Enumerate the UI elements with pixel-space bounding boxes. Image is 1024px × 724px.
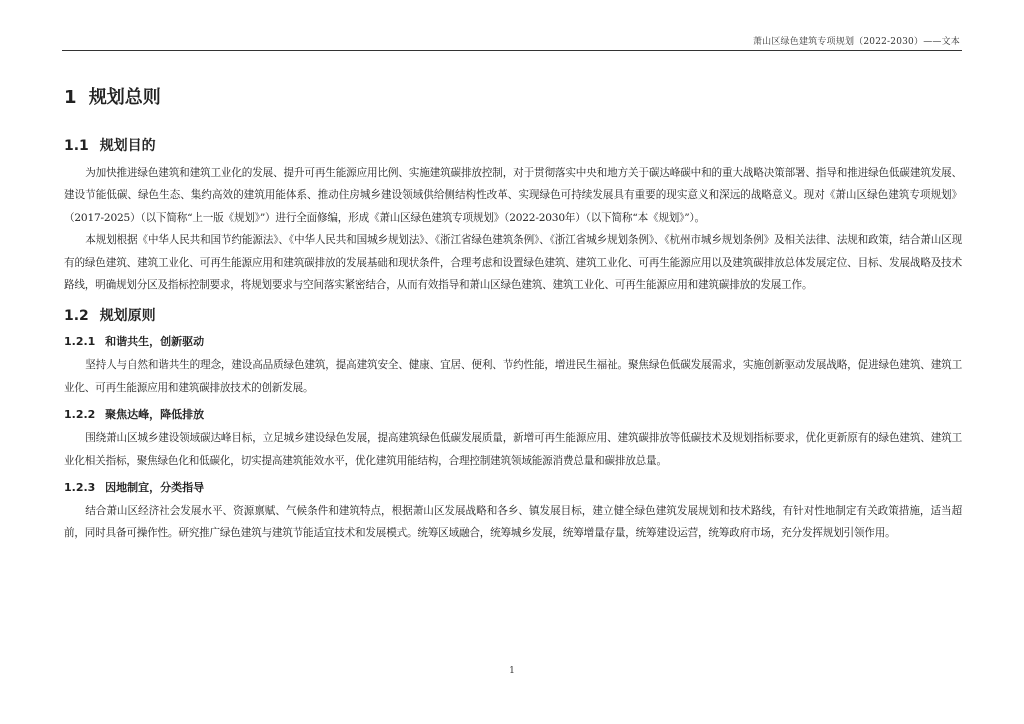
header-rule <box>62 50 962 51</box>
page-number: 1 <box>509 666 515 676</box>
running-header-title: 萧山区绿色建筑专项规划（2022-2030）——文本 <box>752 37 960 47</box>
subsection-heading-1-2-3 <box>64 480 962 496</box>
document-body <box>64 86 962 545</box>
subsection-number: 1.2.3 <box>64 481 96 495</box>
paragraph-principle-2: 围绕萧山区城乡建设领域碳达峰目标，立足城乡建设绿色发展，提高建筑绿色低碳发展质量，新增可再生能源应用、建筑碳排放等低碳技术及规划指标要求，优化更新原有的绿色建筑、建筑工业化相关指标，聚焦绿色化和低碳化，切实提高建筑能效水平，优化建筑用能结构，合理控制建筑领域能源消费总量和碳排放总量。 <box>64 432 962 467</box>
chapter-number: 1 <box>64 87 77 108</box>
subsection-number: 1.2.1 <box>64 335 96 349</box>
paragraph-purpose-1: 为加快推进绿色建筑和建筑工业化的发展、提升可再生能源应用比例、实施建筑碳排放控制，对于贯彻落实中央和地方关于碳达峰碳中和的重大战略决策部署、指导和推进绿色低碳建筑发展、建设节能低碳、绿色生态、集约高效的建筑用能体系、推动住房城乡建设领域供给侧结构性改革、实现绿色可持续发展具有重要的现实意义和深远的战略意义。现对《萧山区绿色建筑专项规划》（2017-2025）（以下简称“上一版《规划》”）进行全面修编，形成《萧山区绿色建筑专项规划》（2022-2030年）（以下简称“本《规划》”）。 <box>64 167 962 224</box>
section-heading-1-2 <box>64 306 962 326</box>
section-number: 1.1 <box>64 138 89 154</box>
subsection-heading-1-2-2 <box>64 407 962 423</box>
section-heading-1-1 <box>64 136 962 156</box>
chapter-heading <box>64 86 962 110</box>
subsection-title: 聚焦达峰，降低排放 <box>105 408 205 422</box>
subsection-title: 和谐共生，创新驱动 <box>105 335 205 349</box>
paragraph-purpose-2: 本规划根据《中华人民共和国节约能源法》、《中华人民共和国城乡规划法》、《浙江省绿色建筑条例》、《浙江省城乡规划条例》、《杭州市城乡规划条例》及相关法律、法规和政策，结合萧山区现有的绿色建筑、建筑工业化、可再生能源应用和建筑碳排放的发展基础和现状条件，合理考虑和设置绿色建筑、建筑工业化、可再生能源应用以及建筑碳排放总体发展定位、目标、发展战略及技术路线，明确规划分区及指标控制要求，将规划要求与空间落实紧密结合，从而有效指导和萧山区绿色建筑、建筑工业化、可再生能源应用和建筑碳排放的发展工作。 <box>64 234 962 292</box>
paragraph-principle-1: 坚持人与自然和谐共生的理念，建设高品质绿色建筑，提高建筑安全、健康、宜居、便利、节约性能，增进民生福祉。聚焦绿色低碳发展需求，实施创新驱动发展战略，促进绿色建筑、建筑工业化、可再生能源应用和建筑碳排放技术的创新发展。 <box>64 359 962 394</box>
paragraph-principle-3: 结合萧山区经济社会发展水平、资源禀赋、气候条件和建筑特点，根据萧山区发展战略和各乡、镇发展目标，建立健全绿色建筑发展规划和技术路线，有针对性地制定有关政策措施，适当超前，同时具备可操作性。研究推广绿色建筑与建筑节能适宜技术和发展模式。统筹区域融合，统筹城乡发展，统筹增量存量，统筹建设运营，统筹政府市场，充分发挥规划引领作用。 <box>64 505 962 540</box>
subsection-number: 1.2.2 <box>64 408 96 422</box>
section-title: 规划目的 <box>99 138 156 154</box>
subsection-heading-1-2-1 <box>64 334 962 350</box>
chapter-title: 规划总则 <box>88 87 161 108</box>
section-title: 规划原则 <box>99 308 156 325</box>
subsection-title: 因地制宜，分类指导 <box>105 481 205 495</box>
section-number: 1.2 <box>64 308 89 325</box>
